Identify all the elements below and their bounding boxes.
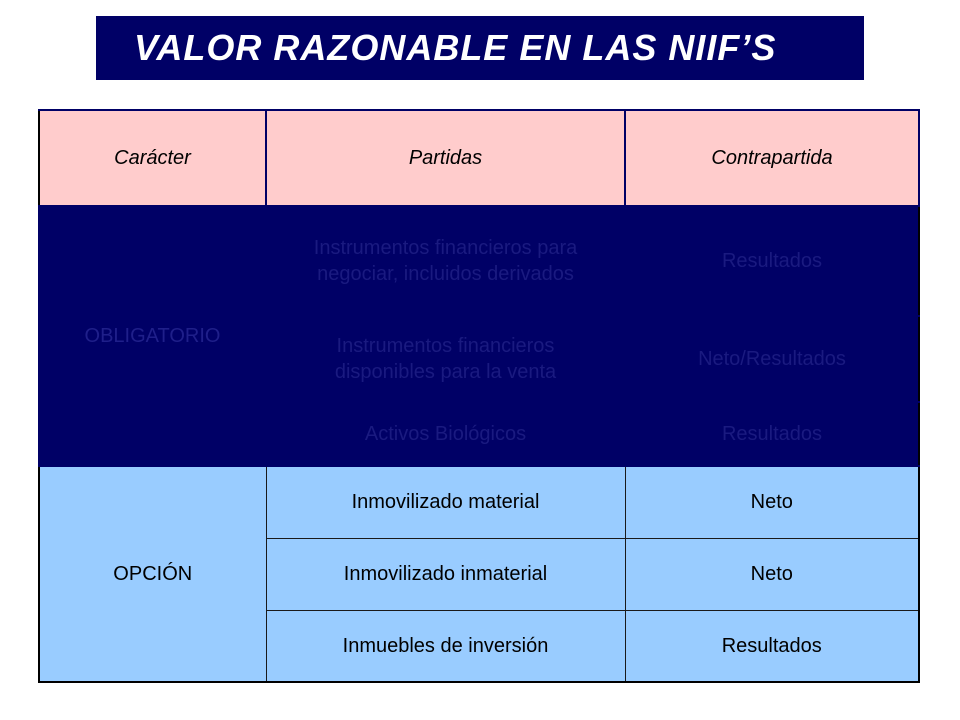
partida-cell: Instrumentos financieros disponibles para la venta — [266, 316, 625, 402]
contrapartida-cell: Neto — [625, 538, 919, 610]
fair-value-table — [38, 109, 920, 683]
header-partidas: Partidas — [266, 110, 625, 206]
partida-cell: Inmovilizado inmaterial — [266, 538, 625, 610]
contrapartida-cell: Resultados — [625, 206, 919, 316]
partida-cell: Inmuebles de inversión — [266, 610, 625, 682]
partida-cell: Activos Biológicos — [266, 402, 625, 466]
contrapartida-cell: Neto/Resultados — [625, 316, 919, 402]
header-contrapartida: Contrapartida — [625, 110, 919, 206]
header-caracter: Carácter — [39, 110, 266, 206]
table-row — [39, 206, 919, 316]
table-header-row — [39, 110, 919, 206]
contrapartida-cell: Neto — [625, 466, 919, 538]
title-banner — [96, 16, 864, 80]
partida-cell: Inmovilizado material — [266, 466, 625, 538]
table-row — [39, 466, 919, 538]
contrapartida-cell: Resultados — [625, 610, 919, 682]
group-label-obligatorio: OBLIGATORIO — [39, 206, 266, 466]
slide-title: VALOR RAZONABLE EN LAS NIIF’S — [134, 27, 777, 68]
partida-cell: Instrumentos financieros para negociar, incluidos derivados — [266, 206, 625, 316]
group-label-opcion: OPCIÓN — [39, 466, 266, 682]
contrapartida-cell: Resultados — [625, 402, 919, 466]
